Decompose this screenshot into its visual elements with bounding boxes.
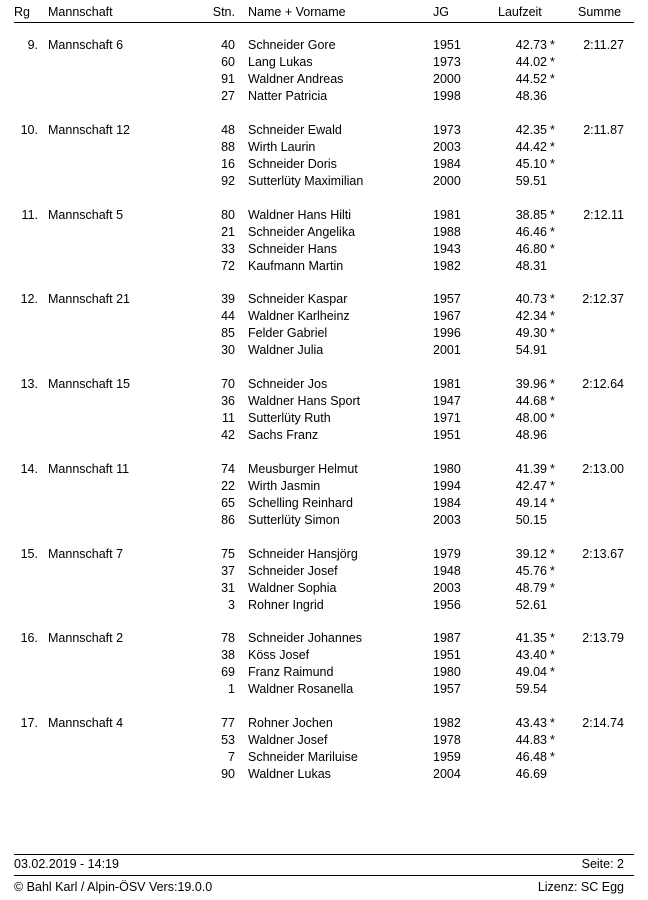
- run-time: 50.15: [515, 512, 547, 527]
- athlete-name: Waldner Rosanella: [248, 682, 354, 697]
- team-name: Mannschaft 7: [48, 546, 124, 561]
- birth-year: 2004: [433, 767, 461, 781]
- bib-number: 88: [221, 139, 235, 154]
- license-info: Lizenz: SC Egg: [537, 880, 624, 894]
- athlete-name: Waldner Andreas: [248, 72, 344, 86]
- counted-time-marker: *: [550, 292, 555, 307]
- athlete-name: Rohner Ingrid: [248, 597, 324, 612]
- bib-number: 42: [221, 428, 235, 442]
- athlete-name: Schelling Reinhard: [248, 495, 353, 510]
- birth-year: 1980: [433, 665, 461, 680]
- run-time: 48.31: [515, 258, 547, 273]
- run-time: 48.96: [515, 428, 547, 442]
- header-rank: Rg: [14, 5, 30, 19]
- team-rank: 11.: [21, 207, 38, 222]
- bib-number: 74: [221, 461, 235, 476]
- footer-rule-bottom: [14, 875, 634, 876]
- birth-year: 1987: [433, 631, 461, 646]
- athlete-name: Waldner Lukas: [248, 767, 331, 781]
- birth-year: 1951: [433, 38, 461, 52]
- athlete-name: Schneider Gore: [248, 38, 336, 52]
- athlete-name: Waldner Josef: [248, 733, 328, 747]
- run-time: 46.46: [515, 224, 547, 239]
- team-rank: 16.: [20, 631, 38, 646]
- run-time: 49.14: [515, 495, 547, 510]
- athlete-name: Waldner Julia: [248, 343, 324, 358]
- team-total-time: 2:13.79: [582, 631, 624, 646]
- team-rank: 14.: [20, 461, 38, 476]
- athlete-name: Sutterlüty Ruth: [248, 411, 331, 425]
- bib-number: 36: [221, 394, 235, 408]
- run-time: 49.04: [515, 665, 547, 680]
- run-time: 59.51: [515, 173, 547, 188]
- run-time: 45.10: [515, 156, 547, 171]
- birth-year: 1959: [433, 750, 461, 764]
- athlete-name: Waldner Sophia: [248, 580, 337, 595]
- run-time: 42.34: [515, 309, 547, 324]
- team-name: Mannschaft 11: [48, 461, 130, 476]
- bib-number: 69: [221, 665, 235, 680]
- team-total-time: 2:12.64: [582, 377, 624, 391]
- counted-time-marker: *: [550, 631, 555, 646]
- team-total-time: 2:13.67: [582, 546, 624, 561]
- bib-number: 3: [228, 597, 235, 612]
- run-time: 41.35: [515, 631, 547, 646]
- page-number: Seite: 2: [581, 857, 624, 871]
- run-time: 52.61: [515, 597, 547, 612]
- header-rule: [14, 22, 634, 23]
- athlete-name: Köss Josef: [248, 648, 310, 663]
- run-time: 44.52: [515, 72, 547, 86]
- header-name: Name + Vorname: [248, 5, 346, 19]
- bib-number: 39: [221, 292, 235, 307]
- run-time: 46.69: [515, 767, 547, 781]
- team-name: Mannschaft 5: [48, 207, 124, 222]
- team-rank: 9.: [27, 38, 38, 52]
- athlete-name: Sutterlüty Simon: [248, 512, 340, 527]
- birth-year: 2000: [433, 72, 461, 86]
- counted-time-marker: *: [550, 122, 555, 137]
- header-time: Laufzeit: [498, 5, 542, 19]
- counted-time-marker: *: [550, 411, 555, 425]
- run-time: 42.47: [515, 478, 547, 493]
- team-rank: 13.: [20, 377, 38, 391]
- birth-year: 2000: [433, 173, 461, 188]
- bib-number: 33: [221, 241, 235, 256]
- team-total-time: 2:12.11: [583, 207, 624, 222]
- birth-year: 1957: [433, 682, 461, 697]
- birth-year: 1951: [433, 428, 461, 442]
- run-time: 44.83: [515, 733, 547, 747]
- birth-year: 1948: [433, 563, 461, 578]
- header-bib: Stn.: [212, 5, 235, 19]
- birth-year: 1947: [433, 394, 461, 408]
- bib-number: 37: [221, 563, 235, 578]
- athlete-name: Wirth Laurin: [248, 139, 316, 154]
- bib-number: 86: [221, 512, 235, 527]
- run-time: 44.42: [515, 139, 547, 154]
- counted-time-marker: *: [550, 139, 555, 154]
- counted-time-marker: *: [550, 394, 555, 408]
- team-name: Mannschaft 12: [48, 122, 130, 137]
- athlete-name: Felder Gabriel: [248, 326, 328, 341]
- bib-number: 22: [221, 478, 235, 493]
- software-copyright: © Bahl Karl / Alpin-ÖSV Vers:19.0.0: [14, 880, 213, 894]
- bib-number: 16: [221, 156, 235, 171]
- bib-number: 60: [221, 55, 235, 69]
- run-time: 42.73: [515, 38, 547, 52]
- birth-year: 1981: [433, 207, 461, 222]
- bib-number: 75: [221, 546, 235, 561]
- birth-year: 1982: [433, 716, 461, 730]
- birth-year: 1973: [433, 55, 461, 69]
- birth-year: 2003: [433, 512, 461, 527]
- birth-year: 2003: [433, 580, 461, 595]
- counted-time-marker: *: [550, 495, 555, 510]
- run-time: 38.85: [515, 207, 547, 222]
- athlete-name: Schneider Kaspar: [248, 292, 348, 307]
- run-time: 39.96: [515, 377, 547, 391]
- birth-year: 1957: [433, 292, 461, 307]
- birth-year: 1988: [433, 224, 461, 239]
- athlete-name: Schneider Josef: [248, 563, 338, 578]
- counted-time-marker: *: [550, 207, 555, 222]
- team-name: Mannschaft 21: [48, 292, 130, 307]
- birth-year: 2003: [433, 139, 461, 154]
- bib-number: 70: [221, 377, 235, 391]
- counted-time-marker: *: [550, 461, 555, 476]
- team-rank: 10.: [20, 122, 38, 137]
- athlete-name: Wirth Jasmin: [248, 478, 321, 493]
- athlete-name: Kaufmann Martin: [248, 258, 344, 273]
- counted-time-marker: *: [550, 309, 555, 324]
- counted-time-marker: *: [550, 326, 555, 341]
- counted-time-marker: *: [550, 478, 555, 493]
- bib-number: 53: [221, 733, 235, 747]
- header-year: JG: [433, 5, 449, 19]
- counted-time-marker: *: [550, 241, 555, 256]
- team-rank: 17.: [20, 716, 38, 730]
- footer-rule-top: [14, 854, 634, 855]
- athlete-name: Franz Raimund: [248, 665, 334, 680]
- run-time: 48.79: [515, 580, 547, 595]
- bib-number: 1: [228, 682, 235, 697]
- team-total-time: 2:11.27: [583, 38, 624, 52]
- bib-number: 65: [221, 495, 235, 510]
- counted-time-marker: *: [550, 38, 555, 52]
- athlete-name: Lang Lukas: [248, 55, 313, 69]
- run-time: 40.73: [515, 292, 547, 307]
- athlete-name: Schneider Jos: [248, 377, 328, 391]
- athlete-name: Schneider Mariluise: [248, 750, 358, 764]
- run-time: 41.39: [515, 461, 547, 476]
- bib-number: 77: [221, 716, 235, 730]
- counted-time-marker: *: [550, 750, 555, 764]
- birth-year: 1967: [433, 309, 461, 324]
- birth-year: 1978: [433, 733, 461, 747]
- birth-year: 1982: [433, 258, 461, 273]
- counted-time-marker: *: [550, 563, 555, 578]
- birth-year: 1984: [433, 495, 461, 510]
- athlete-name: Waldner Karlheinz: [248, 309, 350, 324]
- bib-number: 48: [221, 122, 235, 137]
- athlete-name: Schneider Hansjörg: [248, 546, 358, 561]
- birth-year: 1979: [433, 546, 461, 561]
- counted-time-marker: *: [550, 665, 555, 680]
- run-time: 49.30: [515, 326, 547, 341]
- run-time: 44.68: [515, 394, 547, 408]
- bib-number: 21: [221, 224, 235, 239]
- athlete-name: Schneider Angelika: [248, 224, 356, 239]
- run-time: 44.02: [515, 55, 547, 69]
- team-rank: 15.: [20, 546, 38, 561]
- bib-number: 78: [221, 631, 235, 646]
- run-time: 48.00: [515, 411, 547, 425]
- bib-number: 7: [228, 750, 235, 764]
- birth-year: 1998: [433, 89, 461, 103]
- header-total: Summe: [578, 5, 622, 19]
- bib-number: 11: [222, 411, 235, 425]
- birth-year: 1984: [433, 156, 461, 171]
- run-time: 46.80: [515, 241, 547, 256]
- team-name: Mannschaft 6: [48, 38, 124, 52]
- birth-year: 1971: [433, 411, 461, 425]
- run-time: 42.35: [515, 122, 547, 137]
- bib-number: 40: [221, 38, 235, 52]
- team-name: Mannschaft 15: [48, 377, 130, 391]
- counted-time-marker: *: [550, 224, 555, 239]
- counted-time-marker: *: [550, 156, 555, 171]
- bib-number: 85: [221, 326, 235, 341]
- team-total-time: 2:13.00: [582, 461, 624, 476]
- run-time: 54.91: [515, 343, 547, 358]
- athlete-name: Schneider Johannes: [248, 631, 362, 646]
- athlete-name: Sachs Franz: [248, 428, 319, 442]
- team-name: Mannschaft 4: [48, 716, 124, 730]
- counted-time-marker: *: [550, 580, 555, 595]
- bib-number: 72: [221, 258, 235, 273]
- athlete-name: Waldner Hans Hilti: [248, 207, 352, 222]
- birth-year: 2001: [433, 343, 461, 358]
- bib-number: 31: [221, 580, 235, 595]
- athlete-name: Schneider Hans: [248, 241, 337, 256]
- birth-year: 1956: [433, 597, 461, 612]
- team-name: Mannschaft 2: [48, 631, 124, 646]
- run-time: 45.76: [515, 563, 547, 578]
- bib-number: 92: [221, 173, 235, 188]
- athlete-name: Meusburger Helmut: [248, 461, 358, 476]
- print-datetime: 03.02.2019 - 14:19: [14, 857, 119, 871]
- athlete-name: Schneider Ewald: [248, 122, 342, 137]
- birth-year: 1981: [433, 377, 461, 391]
- birth-year: 1980: [433, 461, 461, 476]
- athlete-name: Rohner Jochen: [248, 716, 333, 730]
- birth-year: 1943: [433, 241, 461, 256]
- counted-time-marker: *: [550, 648, 555, 663]
- counted-time-marker: *: [550, 733, 555, 747]
- bib-number: 30: [221, 343, 235, 358]
- counted-time-marker: *: [550, 55, 555, 69]
- bib-number: 38: [221, 648, 235, 663]
- team-total-time: 2:11.87: [583, 122, 624, 137]
- birth-year: 1994: [433, 478, 461, 493]
- bib-number: 91: [221, 72, 235, 86]
- athlete-name: Sutterlüty Maximilian: [248, 173, 364, 188]
- team-total-time: 2:12.37: [582, 292, 624, 307]
- run-time: 39.12: [515, 546, 547, 561]
- athlete-name: Natter Patricia: [248, 89, 328, 103]
- counted-time-marker: *: [550, 72, 555, 86]
- bib-number: 80: [221, 207, 235, 222]
- birth-year: 1973: [433, 122, 461, 137]
- run-time: 43.43: [515, 716, 547, 730]
- athlete-name: Schneider Doris: [248, 156, 337, 171]
- run-time: 46.48: [515, 750, 547, 764]
- bib-number: 27: [221, 89, 235, 103]
- team-total-time: 2:14.74: [582, 716, 624, 730]
- counted-time-marker: *: [550, 546, 555, 561]
- counted-time-marker: *: [550, 716, 555, 730]
- counted-time-marker: *: [550, 377, 555, 391]
- run-time: 48.36: [515, 89, 547, 103]
- team-rank: 12.: [20, 292, 38, 307]
- birth-year: 1996: [433, 326, 461, 341]
- run-time: 59.54: [515, 682, 547, 697]
- birth-year: 1951: [433, 648, 461, 663]
- run-time: 43.40: [515, 648, 547, 663]
- header-team: Mannschaft: [48, 5, 113, 19]
- athlete-name: Waldner Hans Sport: [248, 394, 361, 408]
- bib-number: 90: [221, 767, 235, 781]
- bib-number: 44: [221, 309, 235, 324]
